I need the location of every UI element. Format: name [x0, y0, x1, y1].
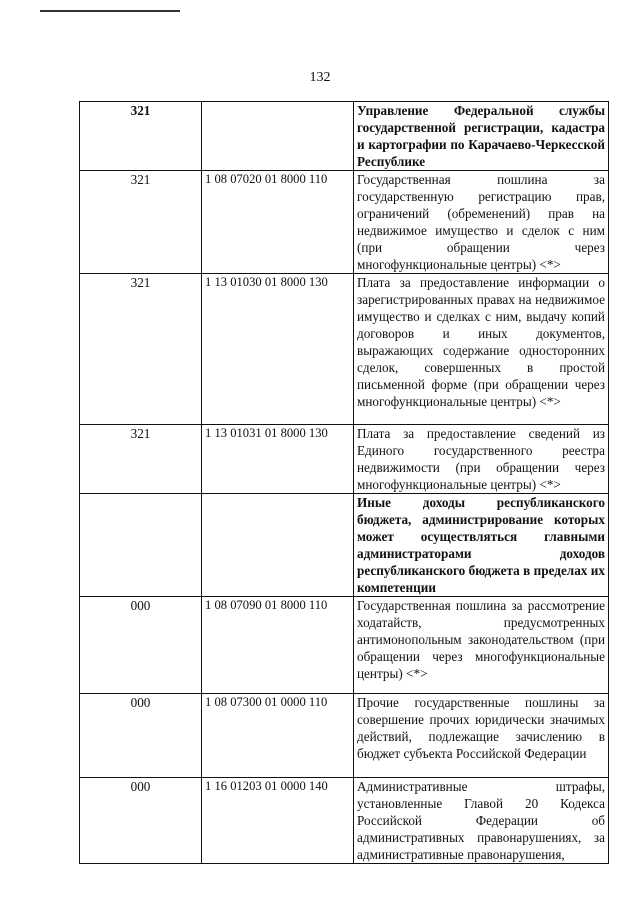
admin-code-cell: 000	[80, 597, 202, 694]
description-cell: Управление Федеральной службы государственной регистрации, кадастра и картографии по Карачаево-Черкесской Республике	[354, 102, 609, 171]
section-heading-cell: Иные доходы республиканского бюджета, администрирование которых может осуществляться главными администраторами доходов республиканского бюджета в пределах их компетенции	[354, 494, 609, 597]
admin-code-cell: 000	[80, 778, 202, 864]
budget-code-cell: 1 08 07020 01 8000 110	[202, 171, 354, 274]
admin-code-cell	[80, 494, 202, 597]
budget-code-cell: 1 16 01203 01 0000 140	[202, 778, 354, 864]
page-number: 132	[309, 70, 331, 85]
table-row	[80, 425, 609, 494]
description-cell: Плата за предоставление сведений из Единого государственного реестра недвижимости (при обращении через многофункциональные центры) <*>	[354, 425, 609, 494]
budget-code-cell: 1 08 07090 01 8000 110	[202, 597, 354, 694]
description-cell: Плата за предоставление информации о зарегистрированных правах на недвижимое имущество и сделках с ним, выдачу копий договоров и иных документов, выражающих содержание односторонних сделок, совершенных в простой письменной форме (при обращении через многофункциональные центры) <*>	[354, 274, 609, 425]
admin-code-cell: 000	[80, 694, 202, 778]
description-cell: Административные штрафы, установленные Главой 20 Кодекса Российской Федерации об административных правонарушениях, за административные правонарушения,	[354, 778, 609, 864]
table-row	[80, 597, 609, 694]
budget-code-cell	[202, 494, 354, 597]
budget-code-cell: 1 08 07300 01 0000 110	[202, 694, 354, 778]
admin-code-cell: 321	[80, 171, 202, 274]
budget-code-cell: 1 13 01031 01 8000 130	[202, 425, 354, 494]
table-row	[80, 274, 609, 425]
budget-code-cell	[202, 102, 354, 171]
scan-artifact-line	[40, 10, 180, 12]
table-row	[80, 694, 609, 778]
description-cell: Государственная пошлина за государственную регистрацию прав, ограничений (обременений) прав на недвижимое имущество и сделок с ним (при обращении через многофункциональные центры) <*>	[354, 171, 609, 274]
admin-code-cell: 321	[80, 102, 202, 171]
admin-code-cell: 321	[80, 274, 202, 425]
revenue-codes-table	[79, 101, 609, 864]
description-cell: Государственная пошлина за рассмотрение ходатайств, предусмотренных антимонопольным законодательством (при обращении через многофункциональные центры) <*>	[354, 597, 609, 694]
description-cell: Прочие государственные пошлины за совершение прочих юридически значимых действий, подлежащие зачислению в бюджет субъекта Российской Федерации	[354, 694, 609, 778]
budget-code-cell: 1 13 01030 01 8000 130	[202, 274, 354, 425]
admin-code-cell: 321	[80, 425, 202, 494]
table-row	[80, 778, 609, 864]
table-row	[80, 102, 609, 171]
table-row	[80, 171, 609, 274]
table-row	[80, 494, 609, 597]
